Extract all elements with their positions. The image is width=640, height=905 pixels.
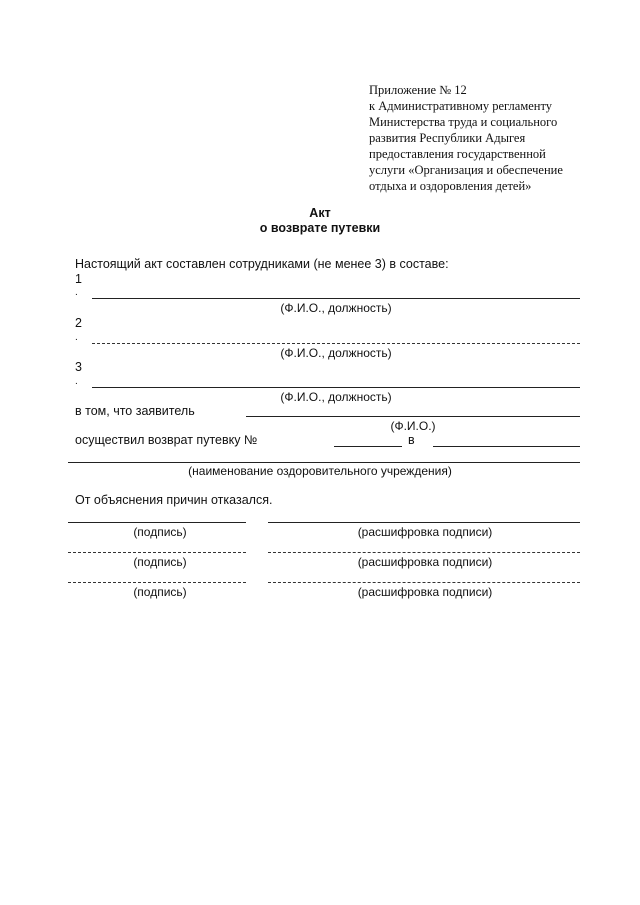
appendix-line-6: услуги «Организация и обеспечение [369, 163, 563, 177]
member-2-line [92, 343, 580, 344]
return-label: осуществил возврат путевку № [75, 433, 258, 447]
signature-3-caption: (подпись) [133, 585, 187, 599]
appendix-line-2: к Административному регламенту [369, 99, 553, 113]
appendix-line-5: предоставления государственной [369, 147, 546, 161]
decode-3-line [268, 582, 580, 583]
signature-1-caption: (подпись) [133, 525, 187, 539]
appendix-line-4: развития Республики Адыгея [369, 131, 526, 145]
signature-2-caption: (подпись) [133, 555, 187, 569]
signature-2-line [68, 552, 246, 553]
member-2-dot: . [75, 332, 78, 343]
member-3-line [92, 387, 580, 388]
member-3-dot: . [75, 376, 78, 387]
applicant-caption: (Ф.И.О.) [390, 419, 436, 433]
decode-1-line [268, 522, 580, 523]
institution-line [68, 462, 580, 463]
appendix-line-7: отдыха и оздоровления детей» [369, 179, 532, 193]
decode-2-caption: (расшифровка подписи) [357, 555, 493, 569]
applicant-line [246, 416, 580, 417]
signature-3-line [68, 582, 246, 583]
document-subtitle: о возврате путевки [259, 221, 381, 235]
member-1-line [92, 298, 580, 299]
refusal-text: От объяснения причин отказался. [75, 493, 273, 507]
member-1-caption: (Ф.И.О., должность) [280, 301, 392, 315]
return-date-line [433, 446, 580, 447]
member-2-caption: (Ф.И.О., должность) [280, 346, 392, 360]
member-1-dot: . [75, 287, 78, 298]
institution-caption: (наименование оздоровительного учреждения) [188, 464, 452, 478]
member-2-number: 2 [75, 316, 82, 330]
decode-1-caption: (расшифровка подписи) [357, 525, 493, 539]
appendix-line-3: Министерства труда и социального [369, 115, 558, 129]
member-3-number: 3 [75, 360, 82, 374]
voucher-number-line [334, 446, 402, 447]
appendix-line-1: Приложение № 12 [369, 83, 467, 97]
document-title: Акт [309, 206, 331, 220]
intro-text: Настоящий акт составлен сотрудниками (не менее 3) в составе: [75, 257, 449, 271]
signature-1-line [68, 522, 246, 523]
applicant-label: в том, что заявитель [75, 404, 195, 418]
decode-3-caption: (расшифровка подписи) [357, 585, 493, 599]
decode-2-line [268, 552, 580, 553]
return-in-label: в [408, 433, 415, 447]
appendix-header [369, 82, 563, 194]
member-1-number: 1 [75, 272, 82, 286]
member-3-caption: (Ф.И.О., должность) [280, 390, 392, 404]
